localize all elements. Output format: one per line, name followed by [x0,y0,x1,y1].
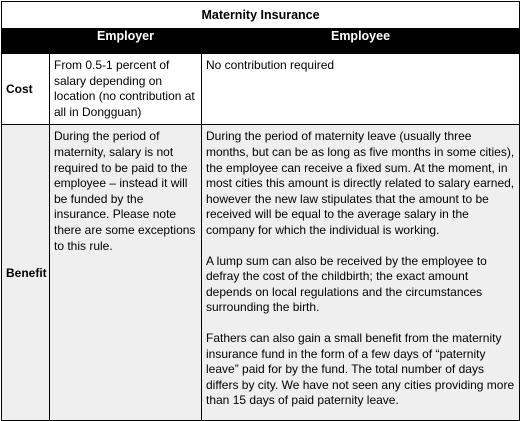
header-corner [2,29,50,54]
benefit-employee-paragraph-2: A lump sum can also be received by the employee to defray the cost of the childbirth; the exact amount depends on local regulations and the circumstances surrounding the birth. [206,253,487,315]
benefit-row [2,125,520,421]
cost-employee-cell: No contribution required [202,54,520,125]
table-title: Maternity Insurance [2,2,520,29]
header-row [2,29,520,54]
maternity-insurance-table [1,1,520,421]
benefit-employee-cell [202,125,520,421]
cost-row [2,54,520,125]
benefit-employer-cell: During the period of maternity, salary is not required to be paid to the employee – instead it will be funded by the insurance. Please note there are some exceptions to this rule. [50,125,202,421]
benefit-employee-paragraph-1: During the period of maternity leave (usually three months, but can be as long as five months in some cities), the employee can receive a fixed sum. At the moment, in most cities this amount is directly related to salary earned, however the new law stipulates that the amount to be received will be equal to the average salary in the company for which the individual is working. [206,129,515,237]
row-label-cost: Cost [2,54,50,125]
title-row [2,2,520,29]
header-employee: Employee [202,29,520,54]
cost-employer-cell: From 0.5-1 percent of salary depending on location (no contribution at all in Dongguan) [50,54,202,125]
row-label-benefit: Benefit [2,125,50,421]
header-employer: Employer [50,29,202,54]
benefit-employee-paragraph-3: Fathers can also gain a small benefit from the maternity insurance fund in the form of a few days of “paternity leave” paid for by the fund. The total number of days differs by city. We have not seen any cities providing more than 15 days of paid paternity leave. [206,330,515,408]
